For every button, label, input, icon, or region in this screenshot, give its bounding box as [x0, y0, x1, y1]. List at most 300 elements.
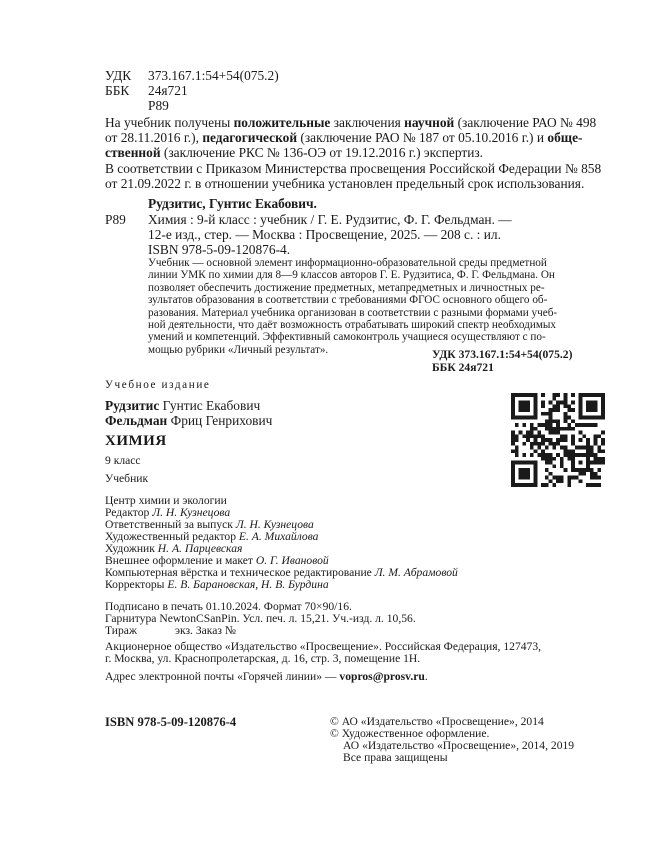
qr-module — [519, 476, 523, 480]
qr-module — [560, 446, 564, 450]
qr-module — [556, 442, 560, 446]
qr-module — [601, 401, 605, 405]
reviews-emph: обще- — [547, 130, 583, 145]
qr-module — [522, 401, 526, 405]
qr-module — [549, 401, 553, 405]
qr-module — [601, 412, 605, 416]
qr-module — [556, 404, 560, 408]
qr-module — [590, 461, 594, 465]
qr-module — [582, 468, 586, 472]
qr-module — [552, 427, 556, 431]
qr-module — [511, 404, 515, 408]
qr-module — [552, 404, 556, 408]
qr-module — [571, 419, 575, 423]
qr-module — [511, 412, 515, 416]
qr-module — [586, 438, 590, 442]
qr-module — [534, 483, 538, 487]
qr-module — [534, 416, 538, 420]
qr-module — [526, 438, 530, 442]
edition-type: Учебное издание — [105, 379, 211, 391]
qr-module — [601, 431, 605, 435]
qr-module — [530, 423, 534, 427]
qr-module — [526, 408, 530, 412]
qr-module — [586, 468, 590, 472]
print-line-1: Подписано в печать 01.10.2024. Формат 70×90/16. — [105, 600, 352, 613]
qr-module — [526, 461, 530, 465]
qr-module — [564, 434, 568, 438]
annotation-line: мощью рубрики «Личный результат». — [148, 343, 329, 356]
qr-module — [541, 449, 545, 453]
qr-module — [534, 442, 538, 446]
qr-module — [526, 416, 530, 420]
qr-module — [582, 423, 586, 427]
author-mark: Р89 — [148, 98, 169, 113]
qr-code — [511, 393, 605, 487]
qr-module — [594, 408, 598, 412]
qr-module — [541, 412, 545, 416]
qr-module — [597, 416, 601, 420]
udk-value: 373.167.1:54+54(075.2) — [148, 68, 279, 83]
qr-module — [530, 393, 534, 397]
qr-module — [522, 468, 526, 472]
qr-module — [552, 419, 556, 423]
biblio-author: Рудзитис, Гунтис Екабович. — [148, 196, 317, 211]
qr-module — [511, 397, 515, 401]
qr-module — [601, 397, 605, 401]
qr-module — [522, 416, 526, 420]
annotation-line: Учебник — основной элемент информационно-образовательной среды предметной — [148, 257, 547, 269]
qr-module — [549, 453, 553, 457]
qr-module — [545, 427, 549, 431]
qr-module — [594, 453, 598, 457]
qr-module — [515, 434, 519, 438]
qr-module — [552, 464, 556, 468]
qr-module — [601, 442, 605, 446]
qr-module — [530, 431, 534, 435]
qr-module — [534, 476, 538, 480]
qr-module — [594, 472, 598, 476]
qr-module — [590, 449, 594, 453]
qr-module — [579, 468, 583, 472]
qr-module — [594, 442, 598, 446]
qr-module — [537, 446, 541, 450]
qr-module — [545, 476, 549, 480]
qr-module — [515, 393, 519, 397]
qr-module — [594, 423, 598, 427]
hotline — [105, 670, 428, 683]
credit-role: Корректоры — [105, 578, 168, 591]
qr-module — [586, 393, 590, 397]
qr-module — [549, 431, 553, 435]
qr-module — [534, 479, 538, 483]
qr-module — [549, 442, 553, 446]
qr-module — [522, 404, 526, 408]
order-line-2: от 21.09.2022 г. в отношении учебника установлен предельный срок использования. — [105, 176, 585, 191]
qr-module — [534, 464, 538, 468]
annotation-bbk: ББК 24я721 — [432, 361, 494, 374]
qr-module — [534, 408, 538, 412]
qr-module — [511, 401, 515, 405]
credit-name: Л. Н. Кузнецова — [152, 506, 231, 519]
qr-module — [571, 401, 575, 405]
qr-module — [571, 393, 575, 397]
qr-module — [526, 393, 530, 397]
print-run-label: Тираж — [105, 624, 137, 637]
qr-module — [545, 461, 549, 465]
biblio-line-1: Химия : 9-й класс : учебник / Г. Е. Рудзитис, Ф. Г. Фельдман. — — [148, 212, 512, 227]
qr-module — [594, 438, 598, 442]
credit-name: Л. Н. Кузнецова — [235, 518, 314, 531]
qr-module — [511, 438, 515, 442]
reviews-emph: научной — [404, 115, 455, 130]
qr-module — [564, 468, 568, 472]
udk-label: УДК — [105, 68, 132, 83]
print-line-2: Гарнитура NewtonCSanPin. Усл. печ. л. 15,21. Уч.-изд. л. 10,56. — [105, 612, 416, 625]
qr-module — [530, 416, 534, 420]
qr-module — [552, 476, 556, 480]
print-order-label: экз. Заказ № — [175, 624, 236, 637]
qr-module — [526, 404, 530, 408]
qr-module — [545, 423, 549, 427]
qr-module — [534, 449, 538, 453]
qr-module — [511, 468, 515, 472]
qr-module — [530, 461, 534, 465]
credit-role: Художественный редактор — [105, 530, 239, 543]
qr-module — [597, 483, 601, 487]
qr-module — [567, 476, 571, 480]
qr-module — [556, 393, 560, 397]
qr-module — [594, 476, 598, 480]
author-2 — [105, 413, 272, 428]
qr-module — [545, 419, 549, 423]
qr-module — [556, 453, 560, 457]
qr-module — [590, 404, 594, 408]
qr-module — [515, 453, 519, 457]
qr-module — [530, 434, 534, 438]
biblio-mark: Р89 — [105, 212, 126, 227]
qr-module — [545, 457, 549, 461]
qr-module — [519, 483, 523, 487]
credit-row — [105, 578, 329, 591]
qr-module — [582, 446, 586, 450]
qr-module — [526, 483, 530, 487]
qr-module — [534, 412, 538, 416]
qr-module — [590, 423, 594, 427]
qr-module — [511, 431, 515, 435]
qr-module — [541, 483, 545, 487]
qr-module — [511, 476, 515, 480]
qr-module — [579, 401, 583, 405]
qr-module — [582, 434, 586, 438]
reviews-text: (заключение РАО № 187 от 05.10.2016 г.) и — [297, 130, 548, 145]
qr-module — [549, 427, 553, 431]
qr-module — [556, 401, 560, 405]
qr-module — [601, 457, 605, 461]
author-name: Гунтис Екабович — [159, 398, 261, 413]
qr-module — [519, 393, 523, 397]
qr-module — [579, 461, 583, 465]
qr-module — [556, 408, 560, 412]
qr-module — [571, 434, 575, 438]
qr-module — [522, 461, 526, 465]
qr-module — [541, 457, 545, 461]
qr-module — [564, 449, 568, 453]
qr-module — [552, 442, 556, 446]
qr-module — [590, 446, 594, 450]
bbk-label: ББК — [105, 83, 130, 98]
qr-module — [537, 434, 541, 438]
qr-module — [582, 472, 586, 476]
qr-module — [564, 397, 568, 401]
qr-module — [564, 393, 568, 397]
qr-module — [530, 427, 534, 431]
bbk-value: 24я721 — [148, 83, 188, 98]
qr-module — [511, 464, 515, 468]
qr-module — [530, 453, 534, 457]
qr-module — [590, 453, 594, 457]
qr-module — [560, 434, 564, 438]
qr-module — [564, 412, 568, 416]
qr-module — [586, 423, 590, 427]
reviews-text: На учебник получены — [105, 115, 234, 130]
qr-module — [575, 453, 579, 457]
qr-module — [586, 464, 590, 468]
qr-module — [590, 468, 594, 472]
qr-module — [511, 434, 515, 438]
qr-module — [597, 468, 601, 472]
reviews-text: от 28.11.2016 г.), — [105, 130, 203, 145]
grade: 9 класс — [105, 454, 141, 467]
qr-module — [530, 442, 534, 446]
qr-module — [590, 401, 594, 405]
qr-module — [586, 401, 590, 405]
qr-module — [541, 423, 545, 427]
qr-module — [571, 461, 575, 465]
author-surname: Рудзитис — [105, 398, 160, 413]
publisher-line-2: г. Москва, ул. Краснопролетарская, д. 16, стр. 3, помещение 1Н. — [105, 652, 421, 665]
qr-module — [575, 476, 579, 480]
annotation-line: линии УМК по химии для 8—9 классов авторов Г. Е. Рудзитиса, Ф. Г. Фельдмана. Он — [148, 269, 555, 282]
qr-module — [552, 408, 556, 412]
qr-module — [575, 423, 579, 427]
qr-module — [549, 457, 553, 461]
qr-module — [564, 401, 568, 405]
credits-center: Центр химии и экологии — [105, 494, 227, 507]
annotation-udk: УДК 373.167.1:54+54(075.2) — [432, 348, 573, 361]
qr-module — [601, 416, 605, 420]
qr-module — [560, 461, 564, 465]
qr-module — [597, 457, 601, 461]
qr-module — [556, 438, 560, 442]
qr-module — [571, 457, 575, 461]
credit-name: Н. А. Парцевская — [157, 542, 243, 555]
qr-module — [594, 434, 598, 438]
qr-module — [579, 393, 583, 397]
qr-module — [537, 442, 541, 446]
reviews-emph: положительные — [233, 115, 331, 130]
qr-module — [522, 393, 526, 397]
qr-module — [579, 423, 583, 427]
hotline-email[interactable]: vopros@prosv.ru — [339, 670, 425, 683]
qr-module — [519, 401, 523, 405]
hotline-end: . — [424, 670, 428, 683]
qr-module — [515, 416, 519, 420]
qr-module — [597, 461, 601, 465]
qr-module — [579, 446, 583, 450]
qr-module — [567, 408, 571, 412]
qr-module — [586, 404, 590, 408]
qr-module — [511, 408, 515, 412]
annotation-line: ной деятельности, что даёт возможность отрабатывать широкий спектр необходимых — [148, 319, 557, 331]
qr-module — [522, 483, 526, 487]
qr-module — [579, 472, 583, 476]
qr-module — [515, 483, 519, 487]
qr-module — [541, 404, 545, 408]
qr-module — [564, 404, 568, 408]
qr-module — [556, 427, 560, 431]
qr-module — [526, 434, 530, 438]
qr-module — [545, 468, 549, 472]
qr-module — [564, 427, 568, 431]
qr-module — [515, 438, 519, 442]
qr-module — [522, 442, 526, 446]
qr-module — [579, 416, 583, 420]
qr-module — [564, 416, 568, 420]
qr-module — [571, 476, 575, 480]
qr-module — [571, 453, 575, 457]
qr-module — [601, 438, 605, 442]
qr-module — [530, 483, 534, 487]
footer-isbn: ISBN 978-5-09-120876-4 — [105, 715, 237, 729]
qr-module — [526, 468, 530, 472]
qr-module — [534, 393, 538, 397]
qr-module — [511, 472, 515, 476]
qr-module — [594, 483, 598, 487]
qr-module — [515, 449, 519, 453]
qr-module — [601, 449, 605, 453]
qr-module — [549, 472, 553, 476]
qr-module — [601, 408, 605, 412]
qr-module — [579, 438, 583, 442]
reviews-text: (заключение РКС № 136-ОЭ от 19.12.2016 г.) экспертиз. — [160, 145, 484, 160]
qr-module — [564, 419, 568, 423]
qr-module — [519, 404, 523, 408]
qr-module — [556, 419, 560, 423]
qr-module — [534, 401, 538, 405]
qr-module — [564, 453, 568, 457]
qr-module — [552, 457, 556, 461]
annotation-line: позволяет обеспечить достижение предметных, метапредметных и личностных ре- — [148, 281, 545, 294]
copyright-2: © Художественное оформление. — [330, 727, 490, 740]
qr-module — [515, 461, 519, 465]
qr-module — [519, 416, 523, 420]
qr-module — [571, 442, 575, 446]
qr-module — [511, 442, 515, 446]
qr-module — [560, 476, 564, 480]
qr-module — [511, 461, 515, 465]
qr-module — [519, 472, 523, 476]
qr-module — [537, 453, 541, 457]
qr-module — [586, 449, 590, 453]
qr-module — [597, 393, 601, 397]
qr-module — [534, 461, 538, 465]
qr-module — [590, 393, 594, 397]
qr-module — [511, 449, 515, 453]
qr-module — [586, 461, 590, 465]
qr-module — [534, 438, 538, 442]
qr-module — [571, 438, 575, 442]
qr-module — [579, 412, 583, 416]
qr-module — [519, 408, 523, 412]
credit-role: Художник — [105, 542, 158, 555]
qr-module — [597, 476, 601, 480]
qr-module — [579, 479, 583, 483]
qr-module — [549, 419, 553, 423]
qr-module — [579, 431, 583, 435]
qr-module — [571, 427, 575, 431]
reviews-text: (заключение РАО № 498 — [454, 115, 597, 130]
annotation-line: умений и компетенций. Эффективный самоконтроль учащиеся осуществляют с по- — [148, 331, 546, 344]
qr-module — [594, 401, 598, 405]
qr-module — [560, 438, 564, 442]
qr-module — [571, 449, 575, 453]
qr-module — [586, 416, 590, 420]
qr-module — [590, 408, 594, 412]
qr-module — [590, 472, 594, 476]
qr-module — [552, 483, 556, 487]
qr-module — [552, 393, 556, 397]
copyright-1: © АО «Издательство «Просвещение», 2014 — [330, 715, 544, 728]
qr-module — [545, 438, 549, 442]
hotline-label: Адрес электронной почты «Горячей линии» — — [105, 670, 340, 683]
author-name: Фриц Генрихович — [167, 413, 273, 428]
qr-module — [564, 446, 568, 450]
qr-module — [594, 461, 598, 465]
credit-name: Е. А. Михайлова — [238, 530, 319, 543]
author-surname: Фельдман — [105, 413, 168, 428]
qr-module — [579, 397, 583, 401]
qr-module — [549, 416, 553, 420]
qr-module — [586, 408, 590, 412]
qr-module — [519, 461, 523, 465]
qr-module — [534, 468, 538, 472]
qr-module — [560, 464, 564, 468]
qr-module — [560, 457, 564, 461]
qr-module — [545, 446, 549, 450]
qr-module — [511, 483, 515, 487]
qr-module — [526, 401, 530, 405]
qr-module — [556, 476, 560, 480]
qr-module — [567, 404, 571, 408]
qr-module — [537, 431, 541, 435]
qr-module — [552, 431, 556, 435]
qr-module — [541, 442, 545, 446]
qr-module — [534, 427, 538, 431]
qr-module — [567, 457, 571, 461]
order-line-1: В соответствии с Приказом Министерства просвещения Российской Федерации № 858 — [105, 161, 602, 176]
qr-module — [545, 453, 549, 457]
reviews-line-3 — [105, 145, 483, 160]
qr-module — [549, 438, 553, 442]
qr-module — [519, 431, 523, 435]
qr-module — [522, 434, 526, 438]
qr-module — [545, 412, 549, 416]
qr-module — [515, 446, 519, 450]
annotation-line: зультатов образования в соответствии с требованиями ФГОС основного общего об- — [148, 294, 548, 307]
qr-module — [549, 412, 553, 416]
qr-module — [511, 416, 515, 420]
credit-name: О. Г. Ивановой — [255, 554, 329, 567]
